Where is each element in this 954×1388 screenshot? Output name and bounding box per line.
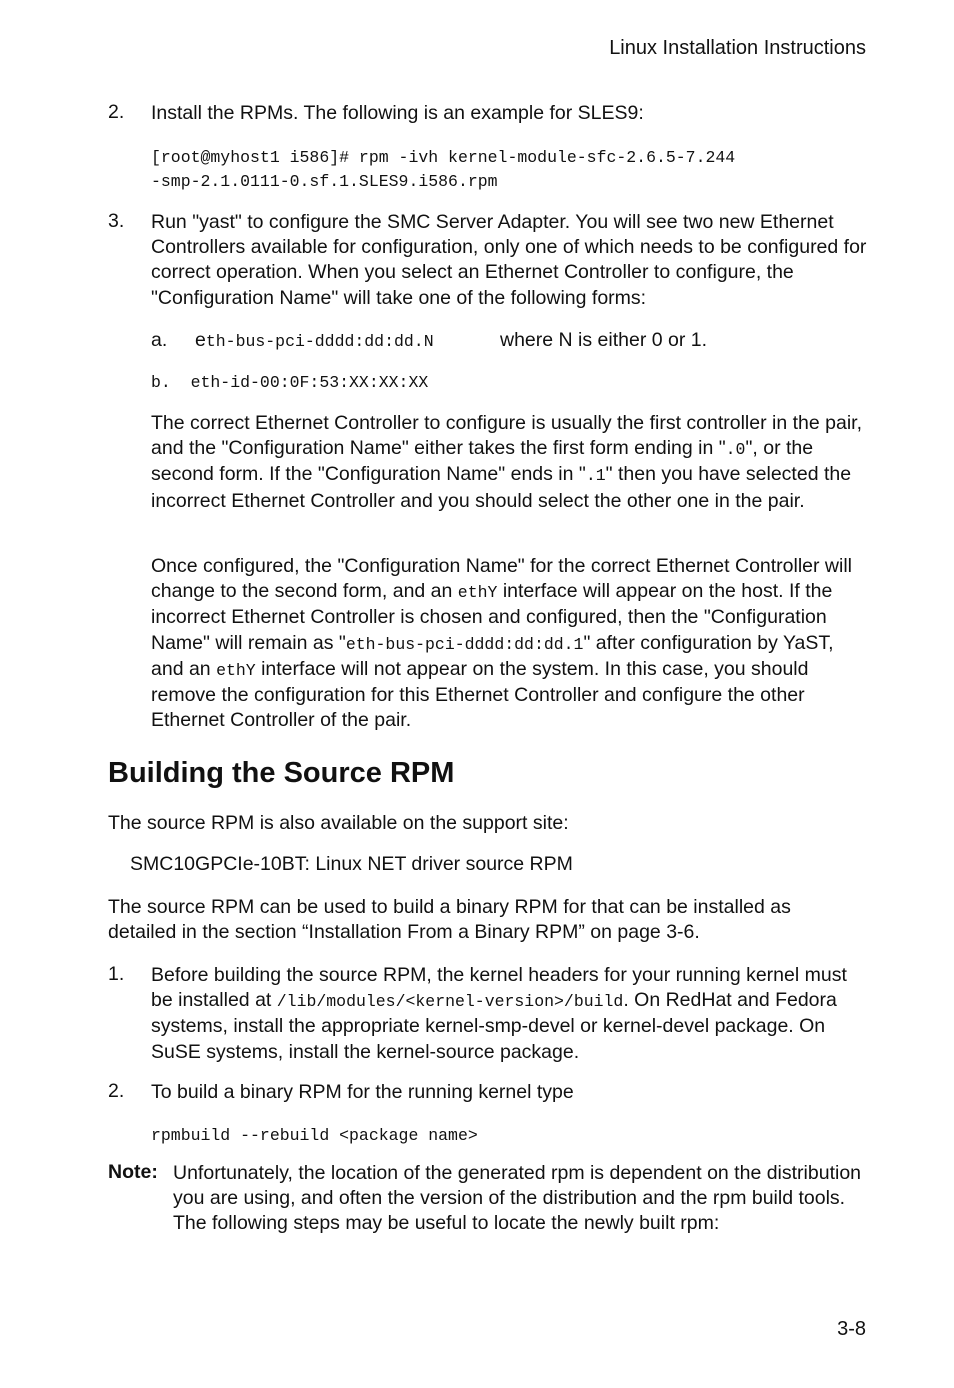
form-a-text: where N is either 0 or 1. <box>500 329 708 351</box>
step-text: Install the RPMs. The following is an example for SLES9: <box>151 102 644 124</box>
code-line: rpmbuild --rebuild <package name> <box>151 1126 478 1145</box>
step-number: 2. <box>108 1080 125 1102</box>
inline-code: eth-bus-pci-dddd:dd:dd.1 <box>345 634 584 654</box>
paragraph <box>151 554 869 733</box>
text-run: interface will not appear on the system. In this case, you should remove the configuration for this Ethernet Controller and configure the other Ethernet Controller of the pair. <box>151 657 809 732</box>
step-text: To build a binary RPM for the running kernel type <box>151 1081 574 1103</box>
form-a-label: a. <box>151 329 168 351</box>
code-line: -smp-2.1.0111-0.sf.1.SLES9.i586.rpm <box>151 172 498 191</box>
step-number: 3. <box>108 210 125 232</box>
step-number: 1. <box>108 963 125 985</box>
inline-code: /lib/modules/<kernel-version>/build <box>276 992 624 1012</box>
inline-code: ethY <box>457 583 498 603</box>
page-number: 3-8 <box>837 1318 866 1340</box>
note-label: Note: <box>108 1161 158 1183</box>
form-a-code: th-bus-pci-dddd:dd:dd.N <box>205 332 434 351</box>
text-run: Before building the source RPM, the kernel headers for your running kernel must be installed at <box>151 964 847 1012</box>
text-run: . On RedHat and Fedora systems, install the appropriate kernel-smp-devel or kernel-devel package. On SuSE systems, install the kernel-source package. <box>151 989 837 1063</box>
inline-code: .1 <box>585 466 606 486</box>
text-run: " after configuration by YaST, and an <box>151 631 834 680</box>
step-number: 2. <box>108 101 125 123</box>
paragraph <box>151 411 863 514</box>
code-line: [root@myhost1 i586]# rpm -ivh kernel-module-sfc-2.6.5-7.244 <box>151 148 736 167</box>
inline-code: ethY <box>216 660 256 680</box>
note-text: Unfortunately, the location of the generated rpm is dependent on the distribution you are using, and often the version of the distribution and the rpm build tools. The following steps may be useful to locate the newly built rpm: <box>173 1162 862 1235</box>
support-link[interactable]: SMC10GPCIe-10BT: Linux NET driver source RPM <box>130 853 573 875</box>
inline-code: .0 <box>725 440 746 460</box>
paragraph: The source RPM can be used to build a binary RPM for that can be installed as detailed in the section “Installation From a Binary RPM” on page 3-6. <box>108 896 791 944</box>
text-run: The correct Ethernet Controller to configure is usually the first controller in the pair, and the "Configuration Name" either takes the first form ending in " <box>151 412 862 460</box>
text-run: ", or the second form. If the "Configuration Name" ends in " <box>151 437 814 486</box>
section-intro: The source RPM is also available on the support site: <box>108 812 569 834</box>
running-header: Linux Installation Instructions <box>609 37 866 59</box>
form-a <box>195 328 434 354</box>
text-run: interface will appear on the host. If the incorrect Ethernet Controller is chosen and configured, then the "Configuration Name" will remain as " <box>151 580 833 654</box>
form-b: b. eth-id-00:0F:53:XX:XX:XX <box>151 373 429 392</box>
form-a-e: e <box>195 329 206 351</box>
step-text <box>151 963 859 1065</box>
text-run: " then you have selected the incorrect Ethernet Controller and you should select the other one in the pair. <box>151 463 852 512</box>
step-text: Run "yast" to configure the SMC Server Adapter. You will see two new Ethernet Controllers available for configuration, only one of which needs to be configured for correct operation. When you select an Ethernet Controller to configure, the "Configuration Name" will take one of the following forms: <box>151 211 867 309</box>
section-heading: Building the Source RPM <box>108 757 455 789</box>
text-run: Once configured, the "Configuration Name" for the correct Ethernet Controller will change to the second form, and an <box>151 555 853 603</box>
